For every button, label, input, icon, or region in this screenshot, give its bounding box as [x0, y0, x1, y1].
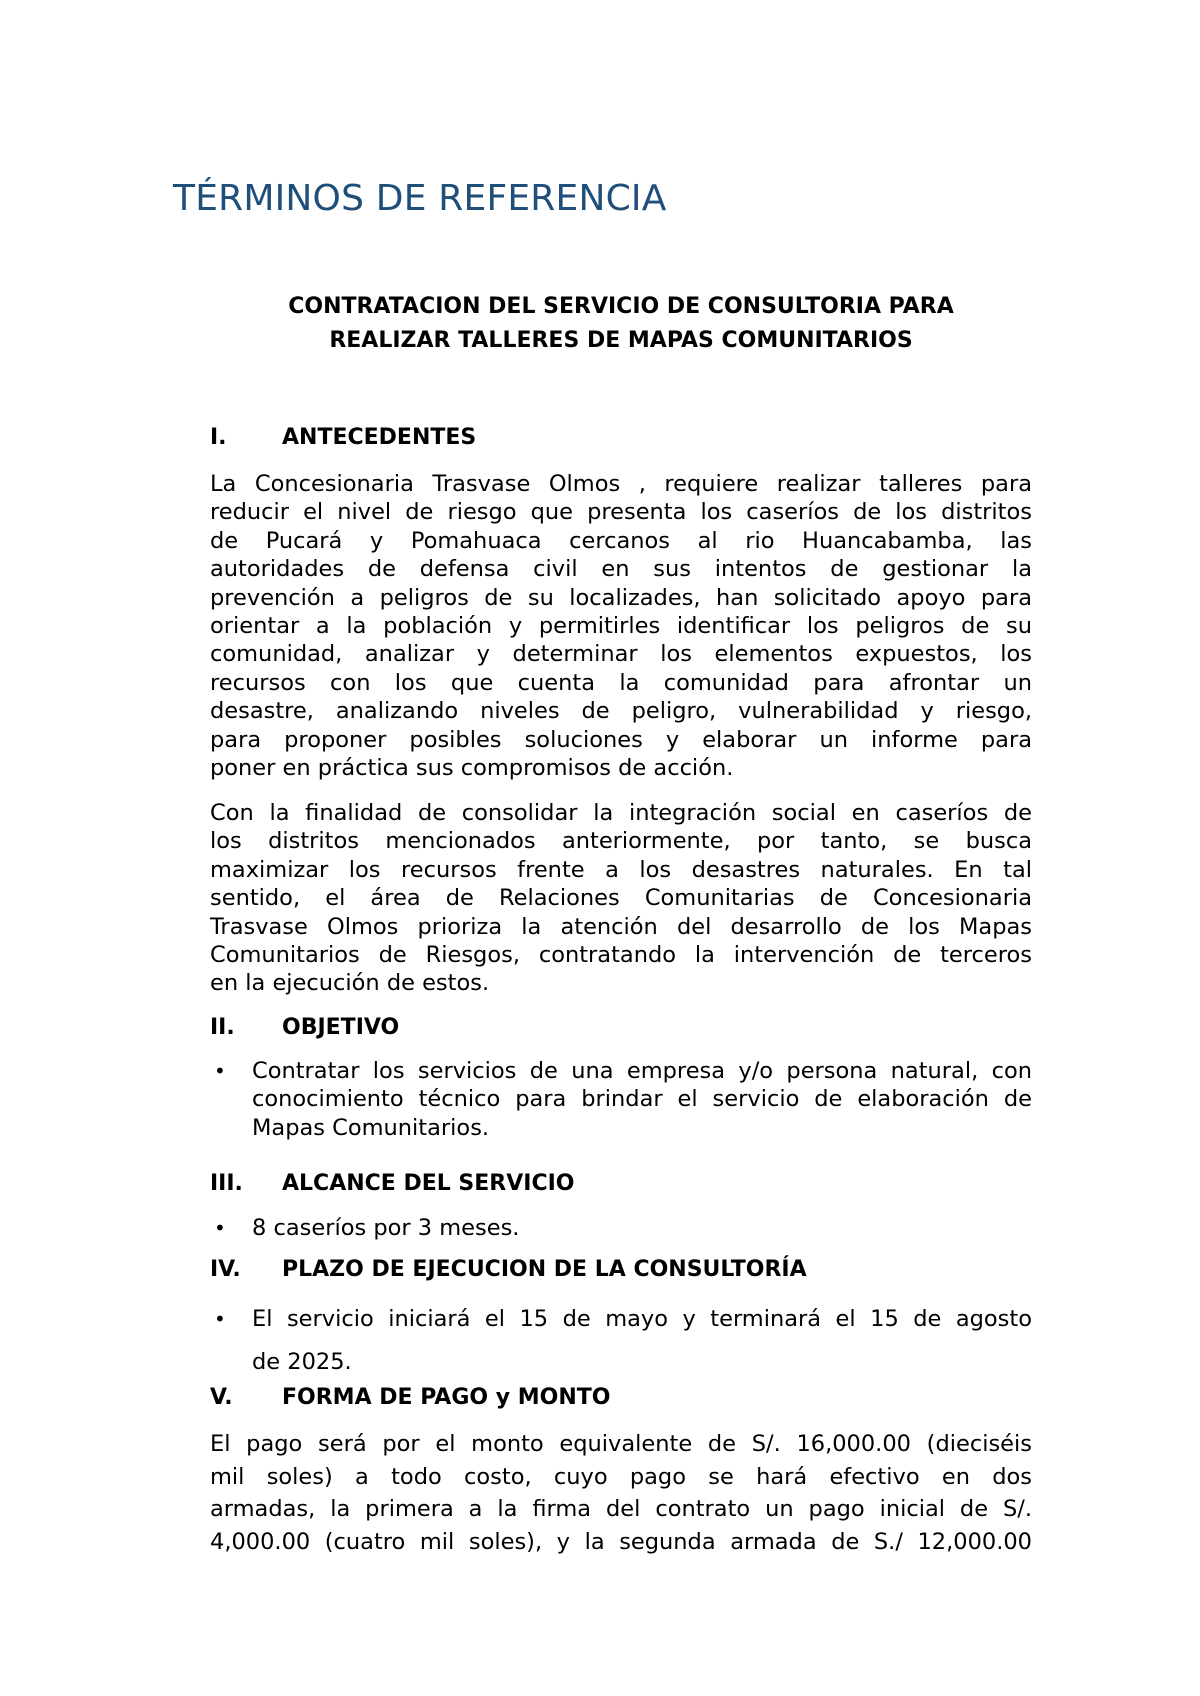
- text-line: desastre, analizando niveles de peligro, vulnerabilidad y riesgo,: [210, 698, 1032, 725]
- text-line: maximizar los recursos frente a los desastres naturales. En tal: [210, 856, 1032, 883]
- text-line: orientar a la población y permitirles identificar los peligros de su: [210, 613, 1032, 640]
- bullet-icon: •: [214, 1307, 226, 1331]
- text-line: Comunitarios de Riesgos, contratando la intervención de terceros: [210, 942, 1032, 969]
- section-heading-objetivo: [210, 1014, 399, 1042]
- section-heading-antecedentes: [210, 424, 476, 452]
- text-line: de 2025.: [252, 1349, 352, 1375]
- section-number: I.: [210, 425, 227, 450]
- text-line: autoridades de defensa civil en sus intentos de gestionar la: [210, 556, 1032, 583]
- document-subtitle: [210, 290, 1032, 358]
- text-line: Con la finalidad de consolidar la integración social en caseríos de: [210, 800, 1032, 826]
- text-line: prevención a peligros de su localizades, han solicitado apoyo para: [210, 584, 1032, 611]
- forma-de-pago-paragraph: [210, 1428, 1032, 1558]
- text-line: reducir el nivel de riesgo que presenta los caseríos de los distritos: [210, 499, 1032, 526]
- section-number: V.: [210, 1385, 233, 1410]
- text-line: sentido, el área de Relaciones Comunitarias de Concesionaria: [210, 885, 1032, 912]
- antecedentes-paragraph-1: [210, 470, 1032, 782]
- text-line: El pago será por el monto equivalente de S/. 16,000.00 (dieciséis: [210, 1431, 1032, 1457]
- text-line: La Concesionaria Trasvase Olmos , requiere realizar talleres para: [210, 471, 1032, 497]
- text-line: Contratar los servicios de una empresa y/o persona natural, con: [252, 1058, 1032, 1084]
- text-line: conocimiento técnico para brindar el servicio de elaboración de: [252, 1086, 1032, 1113]
- bullet-icon: •: [214, 1059, 226, 1083]
- section-number: IV.: [210, 1257, 241, 1282]
- text-line: de Pucará y Pomahuaca cercanos al rio Huancabamba, las: [210, 527, 1032, 554]
- text-line: Trasvase Olmos prioriza la atención del desarrollo de los Mapas: [210, 913, 1032, 940]
- plazo-bullet: [210, 1298, 1032, 1384]
- text-line: poner en práctica sus compromisos de acción.: [210, 755, 734, 782]
- section-number: III.: [210, 1171, 243, 1196]
- alcance-bullet: [210, 1214, 1032, 1242]
- text-line: armadas, la primera a la firma del contrato un pago inicial de S/.: [210, 1496, 1032, 1522]
- text-line: en la ejecución de estos.: [210, 970, 490, 997]
- section-title: PLAZO DE EJECUCION DE LA CONSULTORÍA: [282, 1257, 807, 1282]
- text-line: Mapas Comunitarios.: [252, 1114, 490, 1141]
- section-title: OBJETIVO: [282, 1015, 400, 1040]
- text-line: 8 caseríos por 3 meses.: [252, 1215, 520, 1241]
- section-title: FORMA DE PAGO y MONTO: [282, 1385, 611, 1410]
- section-title: ALCANCE DEL SERVICIO: [282, 1171, 575, 1196]
- text-line: recursos con los que cuenta la comunidad para afrontar un: [210, 669, 1032, 696]
- text-line: para proponer posibles soluciones y elaborar un informe para: [210, 726, 1032, 753]
- text-line: mil soles) a todo costo, cuyo pago se hará efectivo en dos: [210, 1463, 1032, 1490]
- text-line: comunidad, analizar y determinar los elementos expuestos, los: [210, 641, 1032, 668]
- section-number: II.: [210, 1015, 235, 1040]
- section-heading-alcance: [210, 1170, 575, 1198]
- section-heading-forma-de-pago: [210, 1384, 610, 1412]
- text-line: El servicio iniciará el 15 de mayo y terminará el 15 de agosto: [252, 1306, 1032, 1332]
- bullet-text: [252, 1214, 1032, 1242]
- subtitle-line: CONTRATACION DEL SERVICIO DE CONSULTORIA PARA: [288, 294, 954, 319]
- section-heading-plazo: [210, 1256, 807, 1284]
- bullet-text: [252, 1298, 1032, 1384]
- text-line: 4,000.00 (cuatro mil soles), y la segunda armada de S./ 12,000.00: [210, 1528, 1032, 1555]
- section-title: ANTECEDENTES: [282, 425, 477, 450]
- bullet-icon: •: [214, 1216, 226, 1240]
- text-line: los distritos mencionados anteriormente, por tanto, se busca: [210, 828, 1032, 855]
- subtitle-line: REALIZAR TALLERES DE MAPAS COMUNITARIOS: [329, 328, 913, 353]
- document-title: TÉRMINOS DE REFERENCIA: [173, 178, 667, 219]
- antecedentes-paragraph-2: [210, 799, 1032, 998]
- bullet-text: [252, 1057, 1032, 1142]
- objetivo-bullet: [210, 1057, 1032, 1142]
